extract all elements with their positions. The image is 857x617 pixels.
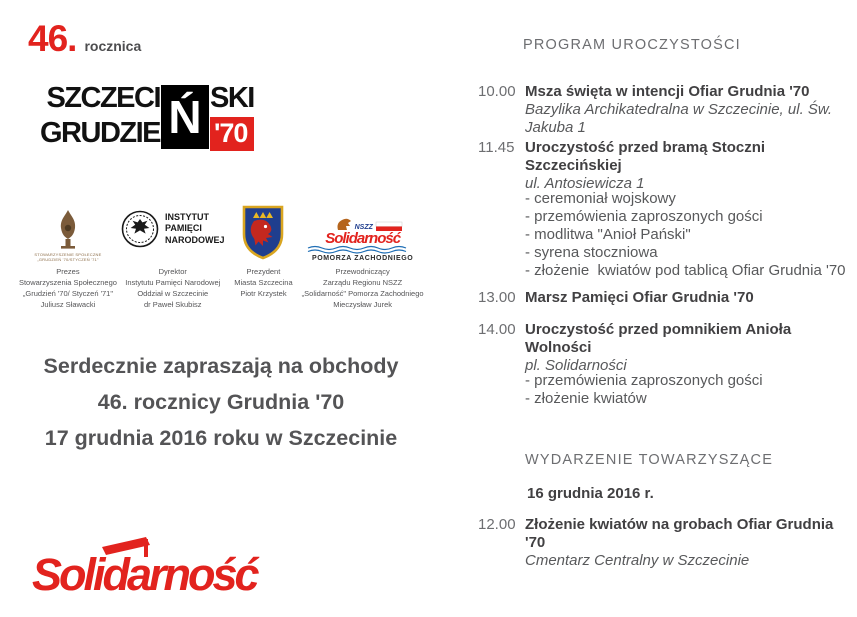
logo-n-box: Ń [161,85,209,149]
logo-year-badge-wrap [210,114,254,151]
event-time: 12.00 [478,516,516,533]
partner-association [16,196,120,311]
companion-date: 16 grudnia 2016 r. [527,485,654,502]
partner-logos-row [16,196,424,311]
association-org-line1: STOWARZYSZENIE SPOŁECZNE [34,251,102,257]
event-time: 11.45 [478,139,515,156]
ipn-logo-text [165,212,225,246]
program-event [478,289,850,307]
ipn-text-line: INSTYTUT [165,212,210,223]
event-subtitle: ul. Antosiewicza 1 [525,175,645,192]
invitation-line1: Serdecznie zapraszają na obchody [43,354,399,378]
association-caption [19,267,117,311]
event-subtitle: Cmentarz Centralny w Szczecinie [525,552,750,569]
program-title: PROGRAM UROCZYSTOŚCI [523,37,741,53]
caption-line: Zarządu Regionu NSZZ [323,277,403,287]
szczecin-coat-of-arms-icon [241,196,285,262]
ipn-caption [125,267,220,311]
event-items-list [525,372,850,408]
ipn-text-line: NARODOWEJ [165,234,225,245]
pz-region-label: POMORZA ZACHODNIEGO [311,255,414,262]
event-time: 14.00 [478,321,516,338]
list-item: - ceremoniał wojskowy [525,190,676,207]
invitation-text [18,348,424,456]
association-statue-icon [34,196,101,262]
caption-line: Mieczysław Jurek [333,299,392,309]
program-event [478,516,850,570]
companion-title: WYDARZENIE TOWARZYSZĄCE [525,452,774,468]
event-logo [40,82,254,151]
partner-solidarnosc-pz [301,196,424,311]
solidarnosc-logo [32,537,257,617]
caption-line: Piotr Krzystek [240,288,287,298]
event-title: Uroczystość przed pomnikiem Anioła Wolności [525,321,792,356]
event-title: Marsz Pamięci Ofiar Grudnia '70 [525,289,754,306]
association-org-line2: „GRUDZIEŃ '70/STYCZEŃ '71" [37,256,99,262]
logo-year-badge: '70 [210,117,254,151]
list-item: - przemówienia zaproszonych gości [525,372,763,389]
solidarnosc-pz-caption [302,267,424,311]
caption-line: Prezes [56,267,80,276]
list-item: - złożenie kwiatów [525,390,647,407]
event-title: Złożenie kwiatów na grobach Ofiar Grudnia '70 [525,516,834,551]
anniversary-number: 46. [28,18,77,59]
program-event [478,83,850,137]
event-title: Msza święta w intencji Ofiar Grudnia '70 [525,83,810,100]
partner-city [226,196,302,311]
solidarnosc-script-text: Solidarność [32,549,257,600]
coat-of-arms-icon [241,204,285,262]
list-item: - przemówienia zaproszonych gości [525,208,763,225]
logo-word-szczeci: SZCZECI [46,82,160,114]
partner-ipn [120,196,226,311]
waves-icon [308,246,418,253]
caption-line: „Solidarność" Pomorza Zachodniego [301,288,424,298]
griffin-mark-icon [336,217,352,231]
caption-line: Oddział w Szczecinie [137,288,209,298]
ipn-logo [121,196,225,262]
solidarnosc-pz-logo [302,196,424,262]
ipn-eagle-icon [121,210,159,248]
caption-line: Instytutu Pamięci Narodowej [125,277,221,287]
list-item: - modlitwa "Anioł Pański" [525,226,691,243]
invitation-line2: 46. rocznicy Grudnia '70 [97,390,345,414]
caption-line: Dyrektor [158,267,187,276]
logo-word-ski: SKI [210,82,254,114]
invitation-line3: 17 grudnia 2016 roku w Szczecinie [44,426,398,450]
event-items-list [525,190,850,280]
list-item: - syrena stoczniowa [525,244,658,261]
anniversary-label: rocznica [84,38,142,54]
nszz-label: NSZZ [354,224,373,231]
logo-word-grudzie: GRUDZIE [40,116,160,149]
event-subtitle: Bazylika Archikatedralna w Szczecinie, ul. Św. Jakuba 1 [525,101,833,136]
caption-line: dr Paweł Skubisz [144,299,202,309]
caption-line: Miasta Szczecina [234,277,293,287]
caption-line: Przewodniczący [335,267,390,276]
event-time: 13.00 [478,289,516,306]
solidarnosc-pz-script: Solidarność [325,230,401,247]
event-subtitle: pl. Solidarności [525,357,627,374]
statue-icon [55,210,81,252]
event-time: 10.00 [478,83,516,100]
ipn-text-line: PAMIĘCI [165,223,202,234]
city-caption [234,267,292,300]
caption-line: „Grudzień '70/ Styczeń '71" [22,288,114,298]
program-event [478,139,850,193]
caption-line: Stowarzyszenia Społecznego [18,277,117,287]
event-title: Uroczystość przed bramą Stoczni Szczecińskiej [525,139,766,174]
list-item: - złożenie kwiatów pod tablicą Ofiar Grudnia '70 [525,262,846,279]
program-event [478,321,850,375]
caption-line: Prezydent [246,267,281,276]
anniversary-header [28,18,141,60]
caption-line: Juliusz Sławacki [40,299,96,309]
